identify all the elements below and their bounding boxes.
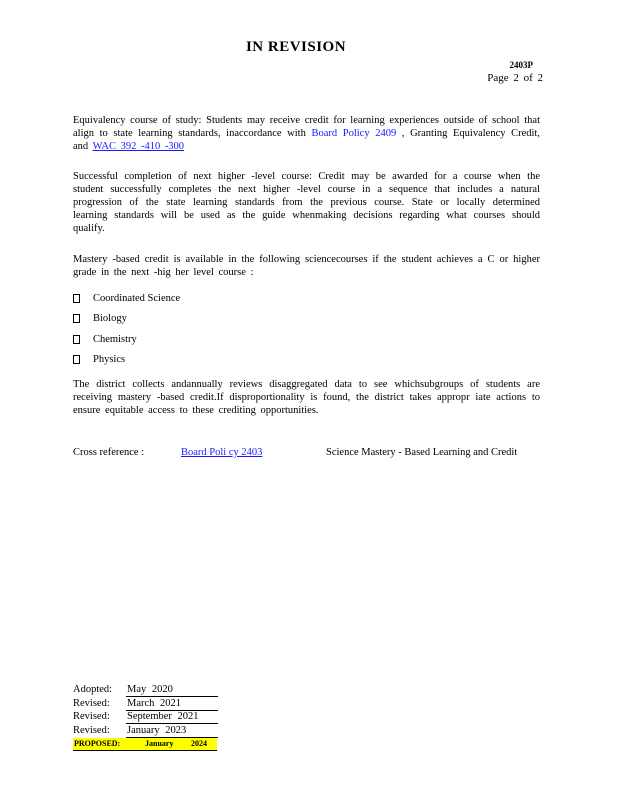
board-policy-2409-link[interactable]: Board Policy 2409: [311, 128, 397, 139]
list-item: [73, 309, 180, 330]
proposed-highlight: [73, 738, 217, 751]
policy-code: 2403P: [509, 60, 533, 70]
document-status-title: IN REVISION: [245, 39, 347, 55]
list-item-label: Biology: [93, 313, 127, 325]
revised-label: Revised:: [73, 697, 110, 709]
list-item: [73, 350, 180, 371]
cross-reference-label: Cross reference :: [73, 447, 145, 458]
proposed-month: January: [145, 739, 174, 748]
equivalency-text-1: Equivalency course of study: Students may receive credit for learning experiences outside of school that align to state learning standards, inaccordance with: [73, 115, 540, 139]
revised-label: Revised:: [73, 724, 110, 736]
list-item: [73, 329, 180, 350]
list-item-label: Physics: [93, 354, 126, 366]
mastery-intro-paragraph: Mastery -based credit is available in the following sciencecourses if the student achieves a C or higher grade in the next -hig her level course :: [73, 254, 540, 278]
equivalency-text-2: , Granting Equivalency Credit, and: [73, 128, 540, 152]
list-item-label: Coordinated Science: [93, 292, 181, 304]
list-item-label: Chemistry: [93, 333, 137, 345]
revised-date: March 2021: [126, 698, 218, 711]
proposed-year: 2024: [191, 739, 207, 748]
successful-completion-paragraph: Successful completion of next higher -level course: Credit may be awarded for a course when the student successfully completes the next higher -level course in a sequence that includes a natural progression of the state learning standards from the previous course. State or locally determined learning standards will be used as the guide whenmaking decisions regarding what courses should qualify.: [73, 171, 540, 234]
equivalency-paragraph: [73, 114, 540, 153]
cross-reference-description: Science Mastery - Based Learning and Credit: [326, 447, 518, 458]
bullet-box-icon: [73, 335, 80, 344]
adopted-date: May 2020: [126, 684, 218, 697]
proposed-label: PROPOSED:: [74, 739, 121, 748]
bullet-box-icon: [73, 314, 80, 323]
revised-label: Revised:: [73, 711, 110, 722]
board-policy-2403-link[interactable]: Board Poli cy 2403: [181, 447, 263, 458]
science-course-list: [73, 288, 180, 370]
adopted-label: Adopted:: [73, 684, 113, 695]
revised-date: September 2021: [126, 711, 218, 724]
page-number: Page 2 of 2: [487, 72, 543, 84]
wac-link[interactable]: WAC 392 -410 -300: [92, 141, 185, 152]
district-review-paragraph: The district collects andannually reviews disaggregated data to see whichsubgroups of students are receiving mastery -based credit.If disproportionality is found, the district takes appropr iate actions to ensure equitable access to these crediting opportunities.: [73, 379, 540, 416]
bullet-box-icon: [73, 355, 80, 364]
revised-date: January 2023: [126, 725, 218, 738]
list-item: [73, 288, 180, 309]
bullet-box-icon: [73, 294, 80, 303]
